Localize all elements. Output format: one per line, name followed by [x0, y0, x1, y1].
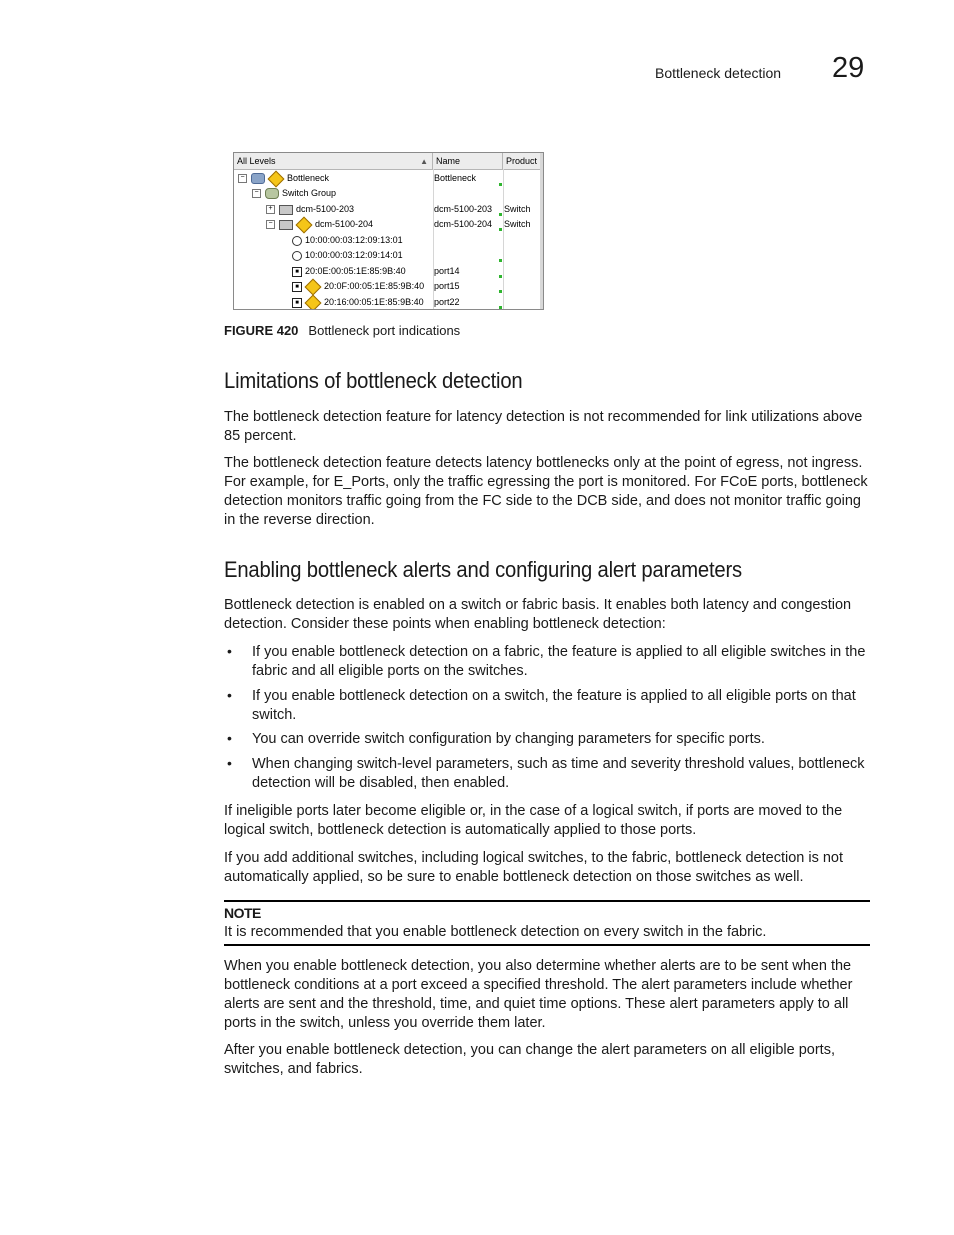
tree-row-port[interactable]: ■ 20:0E:00:05:1E:85:9B:40: [292, 264, 406, 279]
cell-marker: [499, 213, 502, 216]
device-port-icon: [292, 236, 302, 246]
product-cell: Switch: [504, 219, 531, 229]
bullet-item: If you enable bottleneck detection on a fabric, the feature is applied to all eligible switches in the fabric and all eligible ports on the switches.: [252, 644, 866, 679]
note-label: NOTE: [224, 905, 261, 921]
scrollbar[interactable]: [540, 153, 543, 309]
warning-icon: [268, 170, 285, 187]
bullet-marker: •: [227, 755, 232, 771]
bullet-marker: •: [227, 643, 232, 659]
chapter-number: 29: [832, 52, 865, 84]
collapse-icon[interactable]: −: [266, 220, 275, 229]
column-header-product[interactable]: Product: [506, 156, 538, 166]
warning-icon: [305, 294, 322, 310]
bullet-item: You can override switch configuration by changing parameters for specific ports.: [252, 731, 765, 747]
column-header-all-levels[interactable]: All Levels ▲: [234, 153, 433, 169]
cell-marker: [499, 290, 502, 293]
figure-number: FIGURE 420: [224, 323, 299, 338]
paragraph: When you enable bottleneck detection, you also determine whether alerts are to be sent when the bottleneck conditions at a port exceed a specified threshold. The alert parameters include whether alerts are sent and the threshold, time, and quiet time options. These alert parameters apply to all ports in the switch, unless you override them later.: [224, 958, 853, 1031]
running-header-title: Bottleneck detection: [655, 65, 782, 81]
paragraph: After you enable bottleneck detection, you can change the alert parameters on all eligible ports, switches, and fabrics.: [224, 1042, 835, 1077]
cell-marker: [499, 183, 502, 186]
cell-marker: [499, 306, 502, 309]
port-icon: ■: [292, 282, 302, 292]
expand-icon[interactable]: +: [266, 205, 275, 214]
product-cell: Switch: [504, 204, 531, 214]
bullet-item: When changing switch-level parameters, such as time and severity threshold values, bottleneck detection will be disabled, then enabled.: [252, 756, 865, 791]
collapse-icon[interactable]: −: [238, 174, 247, 183]
tree-row-switch[interactable]: − dcm-5100-204: [266, 217, 373, 232]
tree-row-port[interactable]: ■ 20:0F:00:05:1E:85:9B:40: [292, 279, 424, 294]
tree-row-switch-group[interactable]: − Switch Group: [252, 186, 336, 201]
cell-marker: [499, 259, 502, 262]
name-cell: port22: [434, 297, 460, 307]
note-bottom-rule: [224, 944, 870, 946]
column-divider: [503, 169, 504, 309]
name-cell: Bottleneck: [434, 173, 477, 183]
warning-icon: [305, 278, 322, 295]
name-cell: dcm-5100-204: [434, 219, 493, 229]
switch-group-icon: [265, 188, 279, 199]
bottleneck-tree-figure: [233, 152, 544, 310]
collapse-icon[interactable]: −: [252, 189, 261, 198]
switch-icon: [279, 205, 293, 215]
cell-marker: [499, 275, 502, 278]
warning-icon: [296, 216, 313, 233]
sort-up-icon: ▲: [420, 157, 428, 166]
tree-row-bottleneck[interactable]: − Bottleneck: [238, 171, 329, 186]
tree-row-port[interactable]: ■ 20:16:00:05:1E:85:9B:40: [292, 295, 424, 310]
paragraph: The bottleneck detection feature for latency detection is not recommended for link utilizations above 85 percent.: [224, 409, 863, 444]
bullet-item: If you enable bottleneck detection on a switch, the feature is applied to all eligible ports on that switch.: [252, 688, 856, 723]
note-top-rule: [224, 900, 870, 902]
table-header: [234, 153, 543, 170]
note-text: It is recommended that you enable bottleneck detection on every switch in the fabric.: [224, 924, 767, 940]
tree-row-device[interactable]: 10:00:00:03:12:09:13:01: [292, 233, 403, 248]
figure-caption: [224, 323, 460, 338]
paragraph: The bottleneck detection feature detects latency bottlenecks only at the point of egress, not ingress. For example, for E_Ports, only the traffic egressing the port is monitored. For FCoE ports, bottleneck detection monitors traffic going from the FC side to the DCB side, and does not monitor traffic going in the reverse direction.: [224, 455, 868, 528]
name-cell: port15: [434, 281, 460, 291]
bullet-marker: •: [227, 687, 232, 703]
device-port-icon: [292, 251, 302, 261]
paragraph: If ineligible ports later become eligible or, in the case of a logical switch, if ports are moved to the logical switch, bottleneck detection is automatically applied to those ports.: [224, 803, 843, 838]
name-cell: port14: [434, 266, 460, 276]
tree-row-switch[interactable]: + dcm-5100-203: [266, 202, 354, 217]
column-header-name[interactable]: Name: [433, 153, 503, 169]
network-icon: [251, 173, 265, 184]
port-icon: ■: [292, 267, 302, 277]
section-heading: Limitations of bottleneck detection: [224, 368, 523, 393]
figure-title: Bottleneck port indications: [308, 323, 461, 338]
switch-icon: [279, 220, 293, 230]
section-heading: Enabling bottleneck alerts and configuring alert parameters: [224, 557, 742, 582]
port-icon: ■: [292, 298, 302, 308]
name-cell: dcm-5100-203: [434, 204, 493, 214]
paragraph: Bottleneck detection is enabled on a switch or fabric basis. It enables both latency and congestion detection. Consider these points when enabling bottleneck detection:: [224, 597, 852, 632]
cell-marker: [499, 228, 502, 231]
tree-row-device[interactable]: 10:00:00:03:12:09:14:01: [292, 248, 403, 263]
paragraph: If you add additional switches, including logical switches, to the fabric, bottleneck detection is not automatically applied, so be sure to enable bottleneck detection on those switches as well.: [224, 850, 844, 885]
bullet-marker: •: [227, 730, 232, 746]
